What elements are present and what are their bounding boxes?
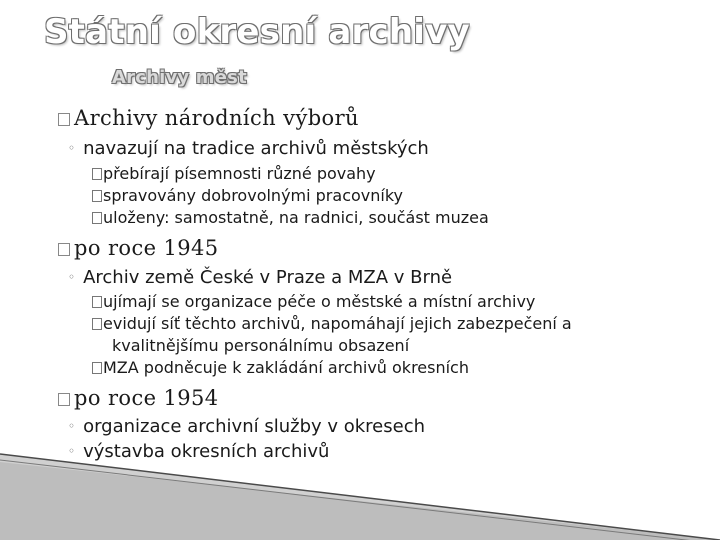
box-bullet-icon (92, 318, 102, 330)
bullet-heading-3 (58, 386, 219, 410)
circle-bullet-icon: ◦ (68, 270, 76, 284)
title-line-2: Archivy měst (112, 67, 247, 88)
square-bullet-icon (58, 243, 70, 256)
detail-item: evidují síť těchto archivů, napomáhají jejich zabezpečení a (92, 313, 572, 335)
details-list-2 (92, 291, 572, 379)
details-list-1 (92, 163, 489, 229)
decorative-band (0, 448, 720, 540)
subitem-3a (68, 416, 425, 437)
heading-text-1: Archivy národních výborů (74, 106, 359, 130)
circle-bullet-icon: ◦ (68, 141, 76, 155)
circle-bullet-icon: ◦ (68, 419, 76, 433)
detail-item: MZA podněcuje k zakládání archivů okresních (92, 357, 572, 379)
box-bullet-icon (92, 168, 102, 180)
heading-text-2: po roce 1945 (74, 236, 219, 260)
bullet-heading-2 (58, 236, 219, 260)
heading-text-3: po roce 1954 (74, 386, 219, 410)
detail-item: přebírají písemnosti různé povahy (92, 163, 489, 185)
subitem-text-3b: výstavba okresních archivů (83, 441, 330, 462)
detail-item: uloženy: samostatně, na radnici, součást muzea (92, 207, 489, 229)
box-bullet-icon (92, 362, 102, 374)
subitem-text-1: navazují na tradice archivů městských (83, 138, 429, 159)
square-bullet-icon (58, 393, 70, 406)
subitem-text-2: Archiv země České v Praze a MZA v Brně (83, 267, 453, 288)
box-bullet-icon (92, 190, 102, 202)
detail-item-continuation: kvalitnějšímu personálnímu obsazení (112, 336, 410, 355)
detail-item: ujímají se organizace péče o městské a místní archivy (92, 291, 572, 313)
title-line-1: Státní okresní archivy (44, 12, 470, 52)
subitem-2 (68, 267, 452, 288)
circle-bullet-icon: ◦ (68, 444, 76, 458)
subitem-1 (68, 138, 429, 159)
square-bullet-icon (58, 113, 70, 126)
subitem-text-3a: organizace archivní služby v okresech (83, 416, 426, 437)
detail-item: spravovány dobrovolnými pracovníky (92, 185, 489, 207)
bullet-heading-1 (58, 106, 359, 130)
box-bullet-icon (92, 212, 102, 224)
box-bullet-icon (92, 296, 102, 308)
